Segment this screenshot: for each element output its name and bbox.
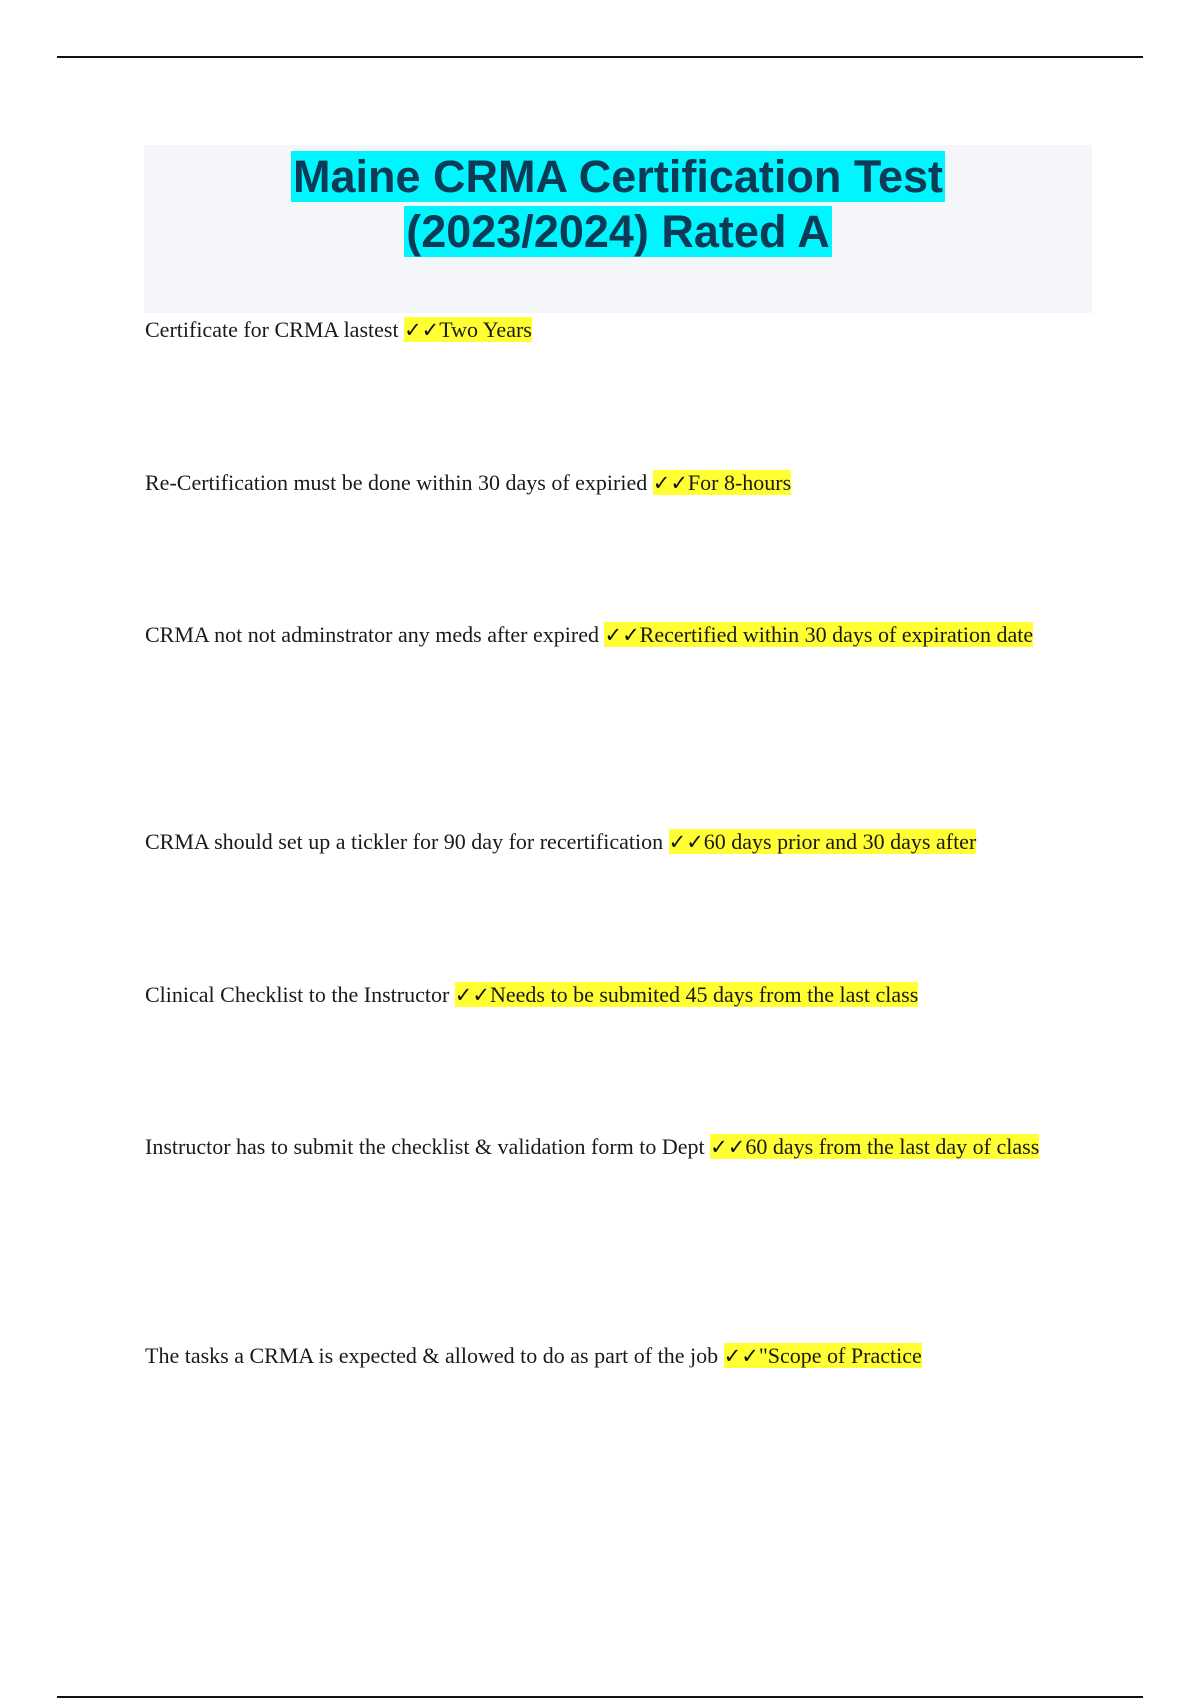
document-title (144, 145, 1092, 259)
question-text: CRMA not not adminstrator any meds after expired (145, 622, 599, 647)
double-check-icon: ✓✓ (604, 623, 640, 647)
answer-text: Recertified within 30 days of expiration date (639, 622, 1034, 647)
answer (669, 829, 977, 854)
qa-item (145, 452, 1090, 514)
title-block (144, 145, 1092, 313)
top-rule (57, 56, 1143, 58)
double-check-icon: ✓✓ (454, 983, 490, 1007)
answer (604, 622, 1033, 647)
qa-item (145, 964, 1090, 1026)
question-text: Instructor has to submit the checklist & validation form to Dept (145, 1134, 705, 1159)
answer (710, 1134, 1039, 1159)
qa-item (145, 604, 1090, 666)
answer (455, 982, 919, 1007)
qa-item (145, 1325, 1090, 1387)
question-text: CRMA should set up a tickler for 90 day for recertification (145, 829, 664, 854)
answer (724, 1343, 922, 1368)
double-check-icon: ✓✓ (723, 1344, 759, 1368)
answer-text: "Scope of Practice (758, 1343, 922, 1368)
bottom-rule (57, 1696, 1143, 1698)
question-text: Certificate for CRMA lastest (145, 317, 399, 342)
answer (653, 470, 791, 495)
question-text: The tasks a CRMA is expected & allowed to do as part of the job (145, 1343, 719, 1368)
question-text: Clinical Checklist to the Instructor (145, 982, 450, 1007)
title-line-1: Maine CRMA Certification Test (292, 151, 944, 202)
double-check-icon: ✓✓ (668, 830, 704, 854)
question-text: Re-Certification must be done within 30 days of expiried (145, 470, 648, 495)
answer (404, 317, 532, 342)
title-line-2: (2023/2024) Rated A (406, 206, 830, 257)
qa-item (145, 1116, 1090, 1178)
answer-text: Needs to be submited 45 days from the last class (489, 982, 919, 1007)
double-check-icon: ✓✓ (710, 1135, 746, 1159)
answer-text: 60 days prior and 30 days after (703, 829, 977, 854)
answer-text: For 8-hours (687, 470, 792, 495)
answer-text: 60 days from the last day of class (745, 1134, 1040, 1159)
qa-item (145, 811, 1090, 873)
answer-text: Two Years (439, 317, 532, 342)
qa-item (145, 299, 1090, 361)
double-check-icon: ✓✓ (404, 318, 440, 342)
double-check-icon: ✓✓ (652, 471, 688, 495)
